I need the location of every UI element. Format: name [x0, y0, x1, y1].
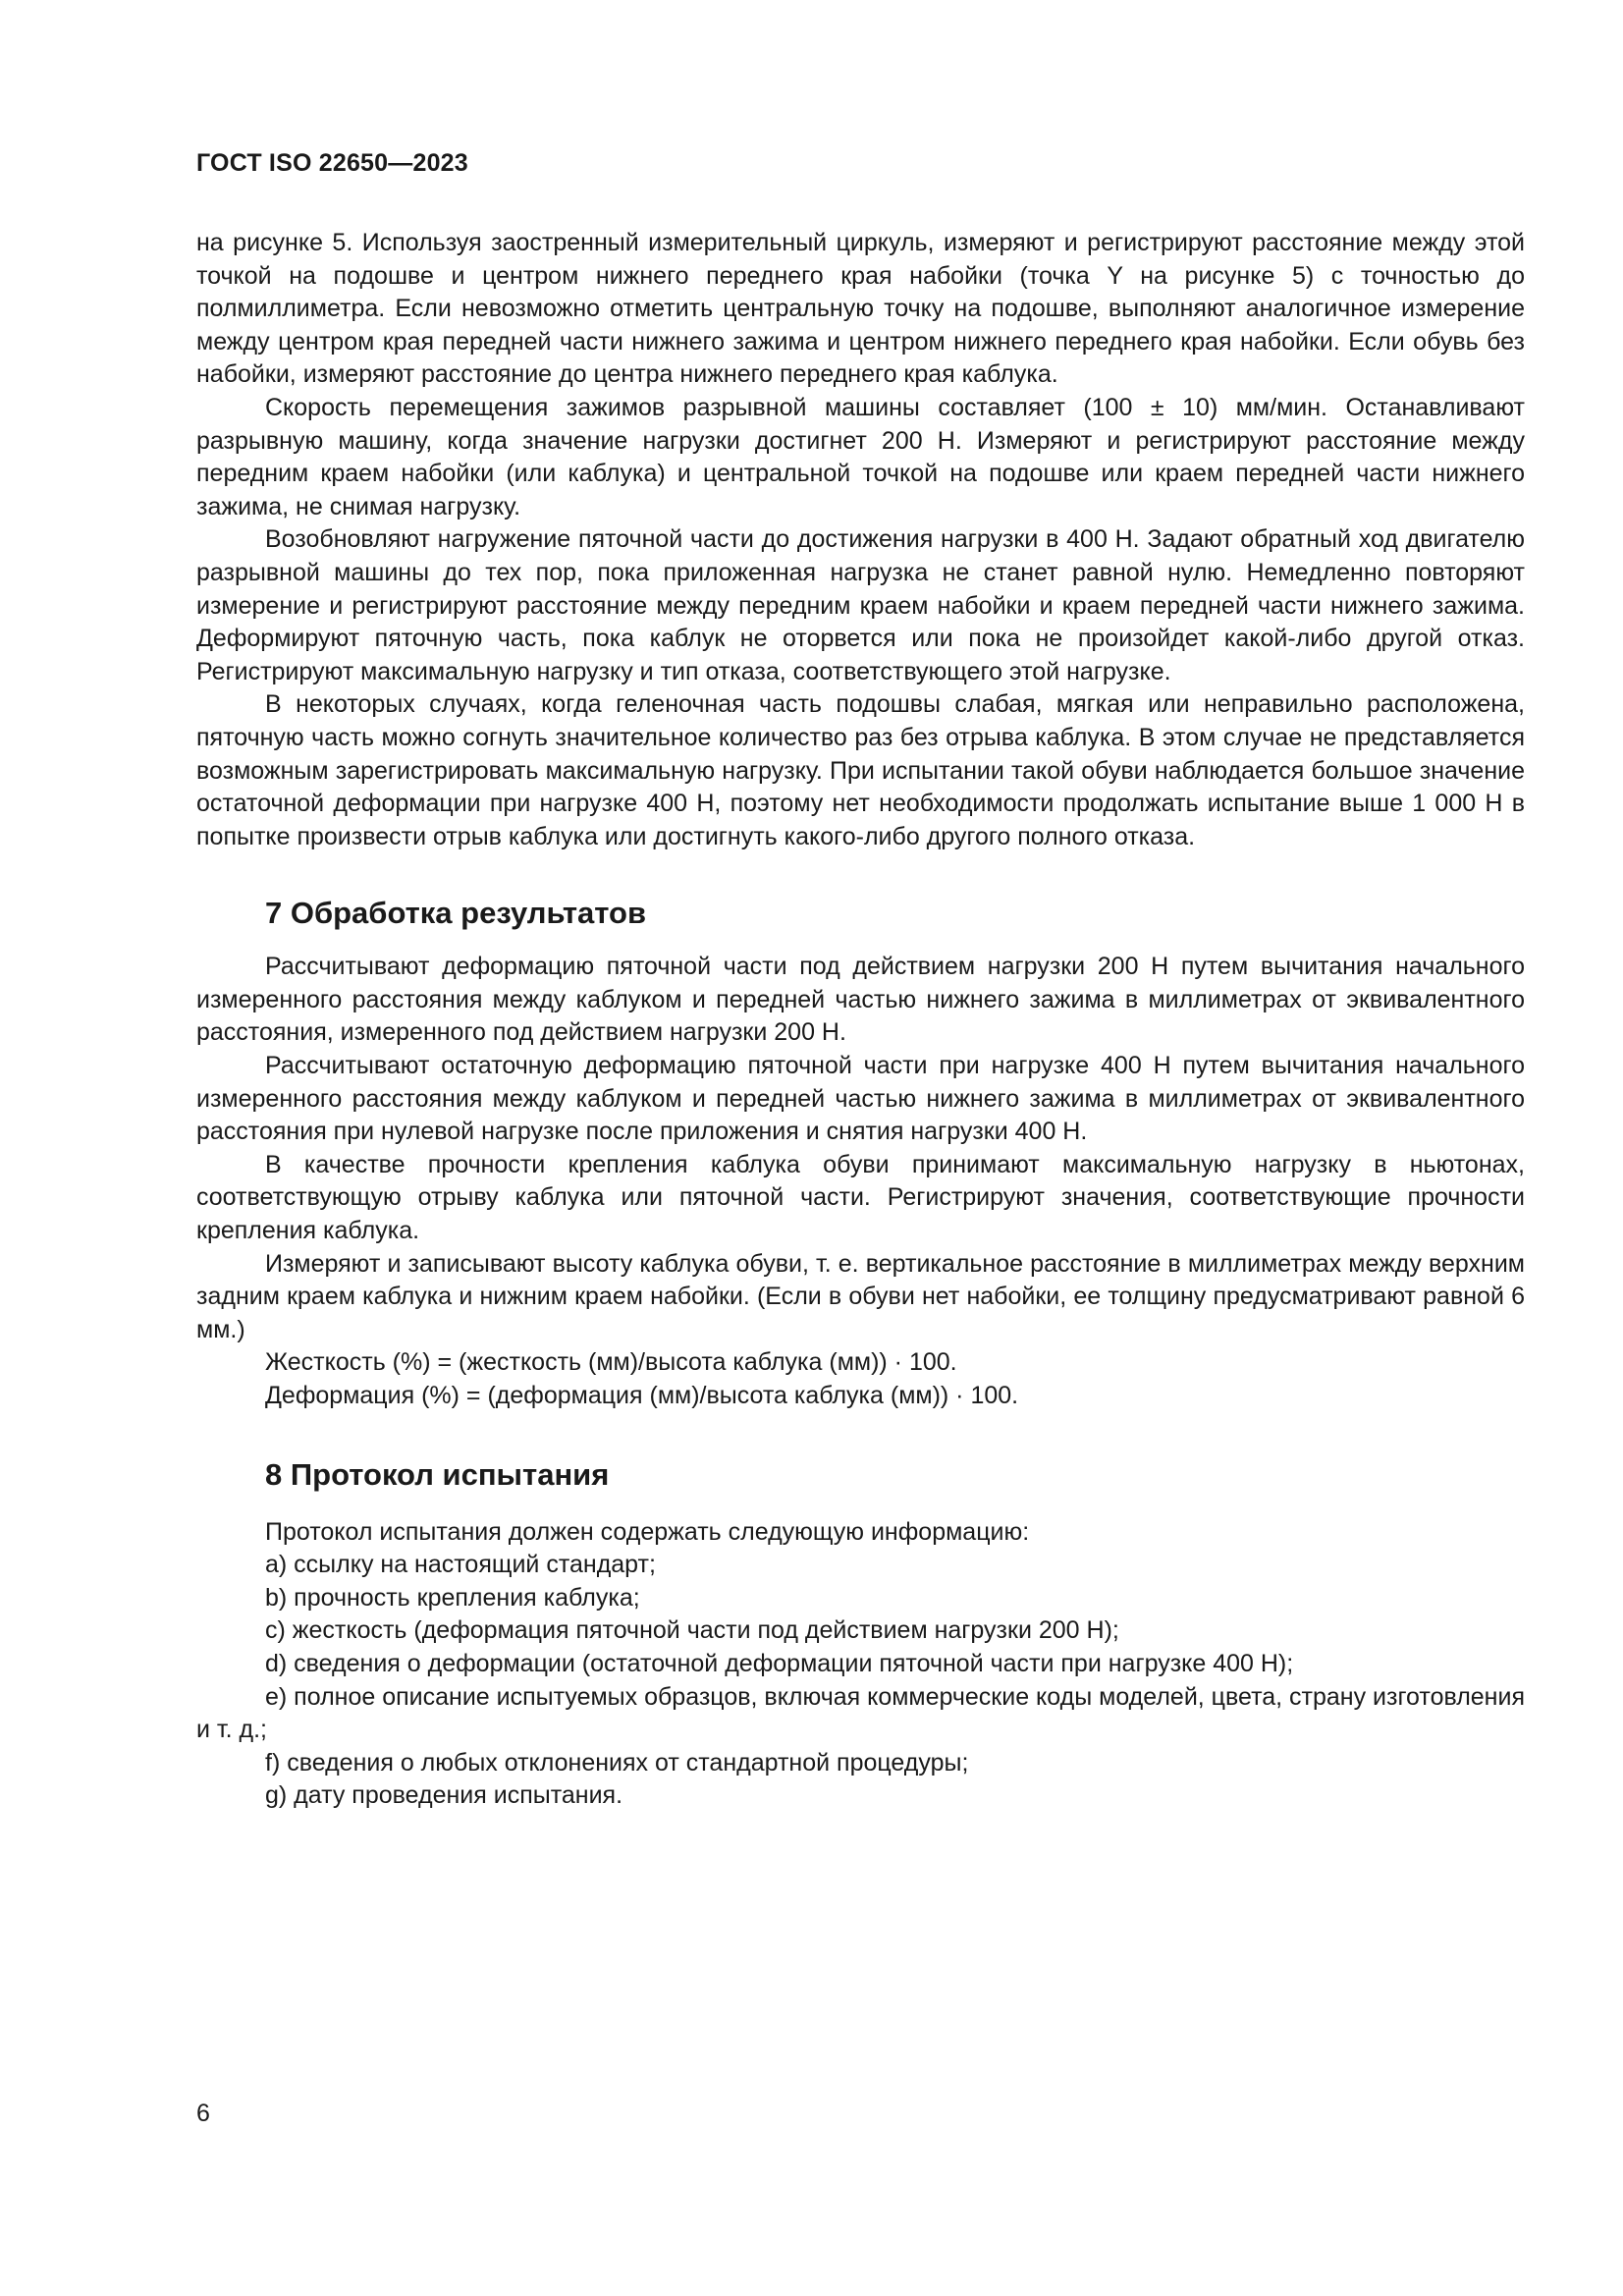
section-7-title: 7 Обработка результатов: [265, 896, 647, 931]
list-item: g) дату проведения испытания.: [265, 1781, 623, 1810]
formula-deformation: Деформация (%) = (деформация (мм)/высота каблука (мм)) · 100.: [265, 1382, 1019, 1409]
section-7-paragraph: Рассчитывают остаточную деформацию пяточной части при нагрузке 400 Н путем вычитания начального измеренного расстояния между каблуком и передней частью нижнего зажима в миллиметрах от эквивалентного расстояния при нулевой нагрузке после приложения и снятия нагрузки 400 Н.: [196, 1052, 1525, 1146]
formula-stiffness: Жесткость (%) = (жесткость (мм)/высота каблука (мм)) · 100.: [265, 1348, 957, 1377]
section-8-intro: Протокол испытания должен содержать следующую информацию:: [265, 1517, 1030, 1546]
paragraph-reload: Возобновляют нагружение пяточной части до достижения нагрузки в 400 Н. Задают обратный ход двигателю разрывной машины до тех пор, пока приложенная нагрузка не станет равной нулю. Немедленно повторяют измерение и регистрируют расстояние между передним краем набойки и краем передней части нижнего зажима. Деформируют пяточную часть, пока каблук не оторвется или пока не произойдет какой-либо другой отказ. Регистрируют максимальную нагрузку и тип отказа, соответствующего этой нагрузке.: [196, 525, 1525, 685]
section-8-title: 8 Протокол испытания: [265, 1456, 610, 1492]
page-content: [196, 227, 1525, 1813]
list-item: d) сведения о деформации (остаточной деформации пяточной части при нагрузке 400 Н);: [265, 1649, 1294, 1677]
paragraph-continuation: на рисунке 5. Используя заостренный измерительный циркуль, измеряют и регистрируют расстояние между этой точкой на подошве и центром нижнего переднего края набойки (точка Y на рисунке 5) с точностью до полмиллиметра. Если невозможно отметить центральную точку на подошве, выполняют аналогичное измерение между центром края передней части нижнего зажима и центром нижнего переднего края набойки. Если обувь без набойки, измеряют расстояние до центра нижнего переднего края каблука.: [196, 229, 1525, 389]
section-7-paragraph: В качестве прочности крепления каблука обуви принимают максимальную нагрузку в ньютонах, соответствующую отрыву каблука или пяточной части. Регистрируют значения, соответствующие прочности крепления каблука.: [196, 1150, 1525, 1245]
section-7-paragraph: Измеряют и записывают высоту каблука обуви, т. е. вертикальное расстояние в миллиметрах между верхним задним краем каблука и нижним краем набойки. (Если в обуви нет набойки, ее толщину предусматривают равной 6 мм.): [196, 1249, 1525, 1343]
section-7-paragraph: Рассчитывают деформацию пяточной части под действием нагрузки 200 Н путем вычитания начального измеренного расстояния между каблуком и передней частью нижнего зажима в миллиметрах от эквивалентного расстояния, измеренного под действием нагрузки 200 Н.: [196, 953, 1525, 1047]
paragraph-speed: Скорость перемещения зажимов разрывной машины составляет (100 ± 10) мм/мин. Останавливают разрывную машину, когда значение нагрузки достигнет 200 Н. Измеряют и регистрируют расстояние между передним краем набойки (или каблука) и центральной точкой на подошве или краем передней части нижнего зажима, не снимая нагрузку.: [196, 393, 1525, 520]
document-code-header: ГОСТ ISO 22650—2023: [196, 149, 468, 177]
list-item: c) жесткость (деформация пяточной части под действием нагрузки 200 Н);: [265, 1616, 1119, 1645]
paragraph-special-cases: В некоторых случаях, когда геленочная часть подошвы слабая, мягкая или неправильно расположена, пяточную часть можно согнуть значительное количество раз без отрыва каблука. В этом случае не представляется возможным зарегистрировать максимальную нагрузку. При испытании такой обуви наблюдается большое значение остаточной деформации при нагрузке 400 Н, поэтому нет необходимости продолжать испытание выше 1 000 Н в попытке произвести отрыв каблука или достигнуть какого-либо другого полного отказа.: [196, 690, 1525, 850]
list-item: a) ссылку на настоящий стандарт;: [265, 1551, 656, 1579]
list-item: f) сведения о любых отклонениях от стандартной процедуры;: [265, 1748, 969, 1777]
list-item: e) полное описание испытуемых образцов, включая коммерческие коды моделей, цвета, страну изготовления и т. д.;: [196, 1682, 1525, 1744]
page-number: 6: [196, 2100, 210, 2127]
list-item: b) прочность крепления каблука;: [265, 1583, 640, 1612]
